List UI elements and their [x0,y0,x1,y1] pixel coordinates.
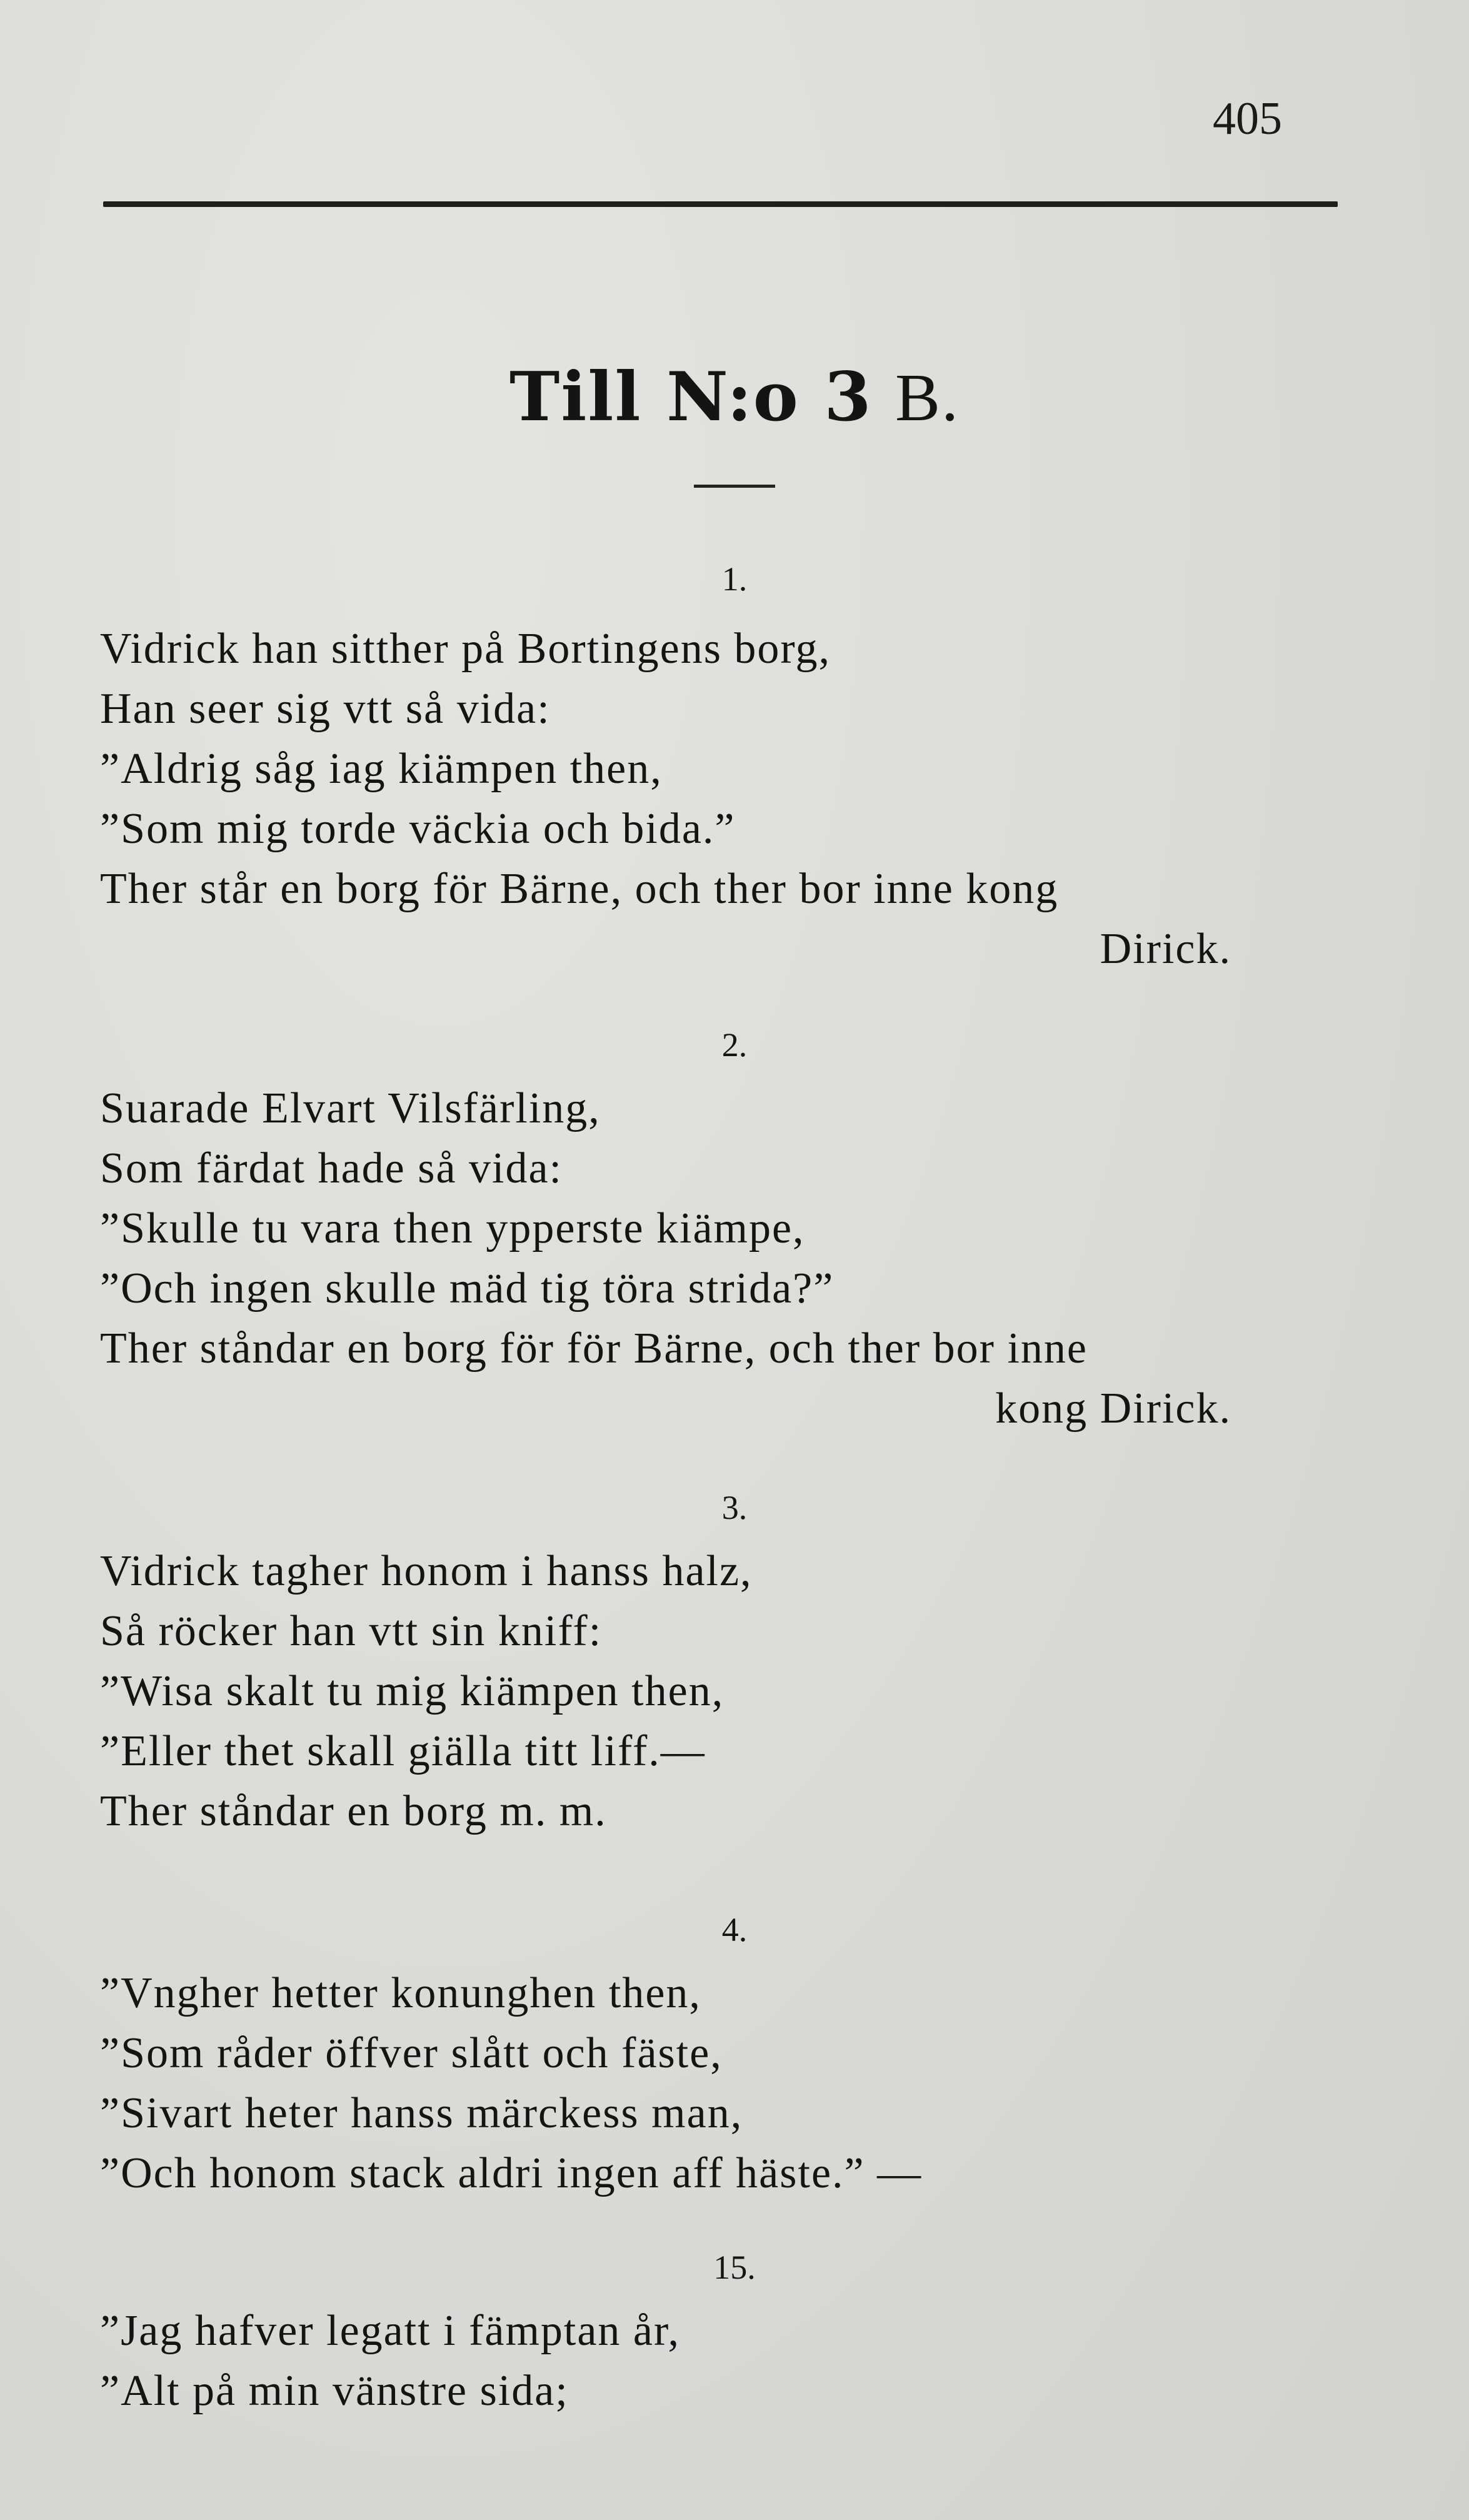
stanza-number: 15. [713,2249,756,2286]
stanza-number: 1. [721,560,748,598]
verse-line: ”Aldrig såg iag kiämpen then, [100,745,663,793]
verse-line: ”Skulle tu vara then ypperste kiämpe, [100,1204,805,1252]
refrain-line: Ther ståndar en borg m. m. [100,1787,607,1835]
verse-line: ”Som råder öffver slått och fäste, [100,2029,723,2077]
stanza-number: 3. [721,1489,748,1526]
refrain-continuation: kong Dirick. [995,1384,1231,1433]
verse-line: Suarade Elvart Vilsfärling, [100,1084,601,1132]
verse-line: Så röcker han vtt sin kniff: [100,1607,603,1655]
verse-line: ”Som mig torde väckia och bida.” [100,805,736,853]
stanza-1 [100,619,1350,979]
verse-line: ”Wisa skalt tu mig kiämpen then, [100,1667,724,1715]
verse-line: ”Och honom stack aldri ingen aff häste.” — [100,2149,923,2197]
title-suffix: B. [895,361,960,435]
verse-line: ”Eller thet skall giälla titt liff.— [100,1727,706,1775]
stanza-15 [100,2301,1350,2421]
stanza-3 [100,1541,1350,1842]
header-rule [103,201,1338,207]
refrain-continuation: Dirick. [1100,925,1231,973]
verse-line: ”Vngher hetter konunghen then, [100,1969,701,2017]
page-number: 405 [1213,93,1282,144]
verse-line: Vidrick han sitther på Bortingens borg, [100,625,831,673]
stanza-2 [100,1079,1350,1439]
verse-line: ”Jag hafver legatt i fämptan år, [100,2307,680,2355]
verse-line: Vidrick tagher honom i hanss halz, [100,1547,753,1595]
refrain-line: Ther står en borg för Bärne, och ther bor inne kong [100,865,1059,913]
verse-line: ”Och ingen skulle mäd tig töra strida?” [100,1264,835,1313]
stanza-number: 4. [721,1911,748,1948]
refrain-line: Ther ståndar en borg för för Bärne, och ther bor inne [100,1324,1088,1373]
page-title [0,356,1469,438]
verse-line: Som färdat hade så vida: [100,1144,563,1192]
verse-line: ”Alt på min vänstre sida; [100,2367,569,2415]
stanza-4 [100,1963,1350,2204]
verse-line: ”Sivart heter hanss märckess man, [100,2089,743,2137]
title-rule [694,485,775,488]
verse-line: Han seer sig vtt så vida: [100,685,551,733]
title-main: Till N:o 3 [509,358,873,436]
stanza-number: 2. [721,1026,748,1064]
